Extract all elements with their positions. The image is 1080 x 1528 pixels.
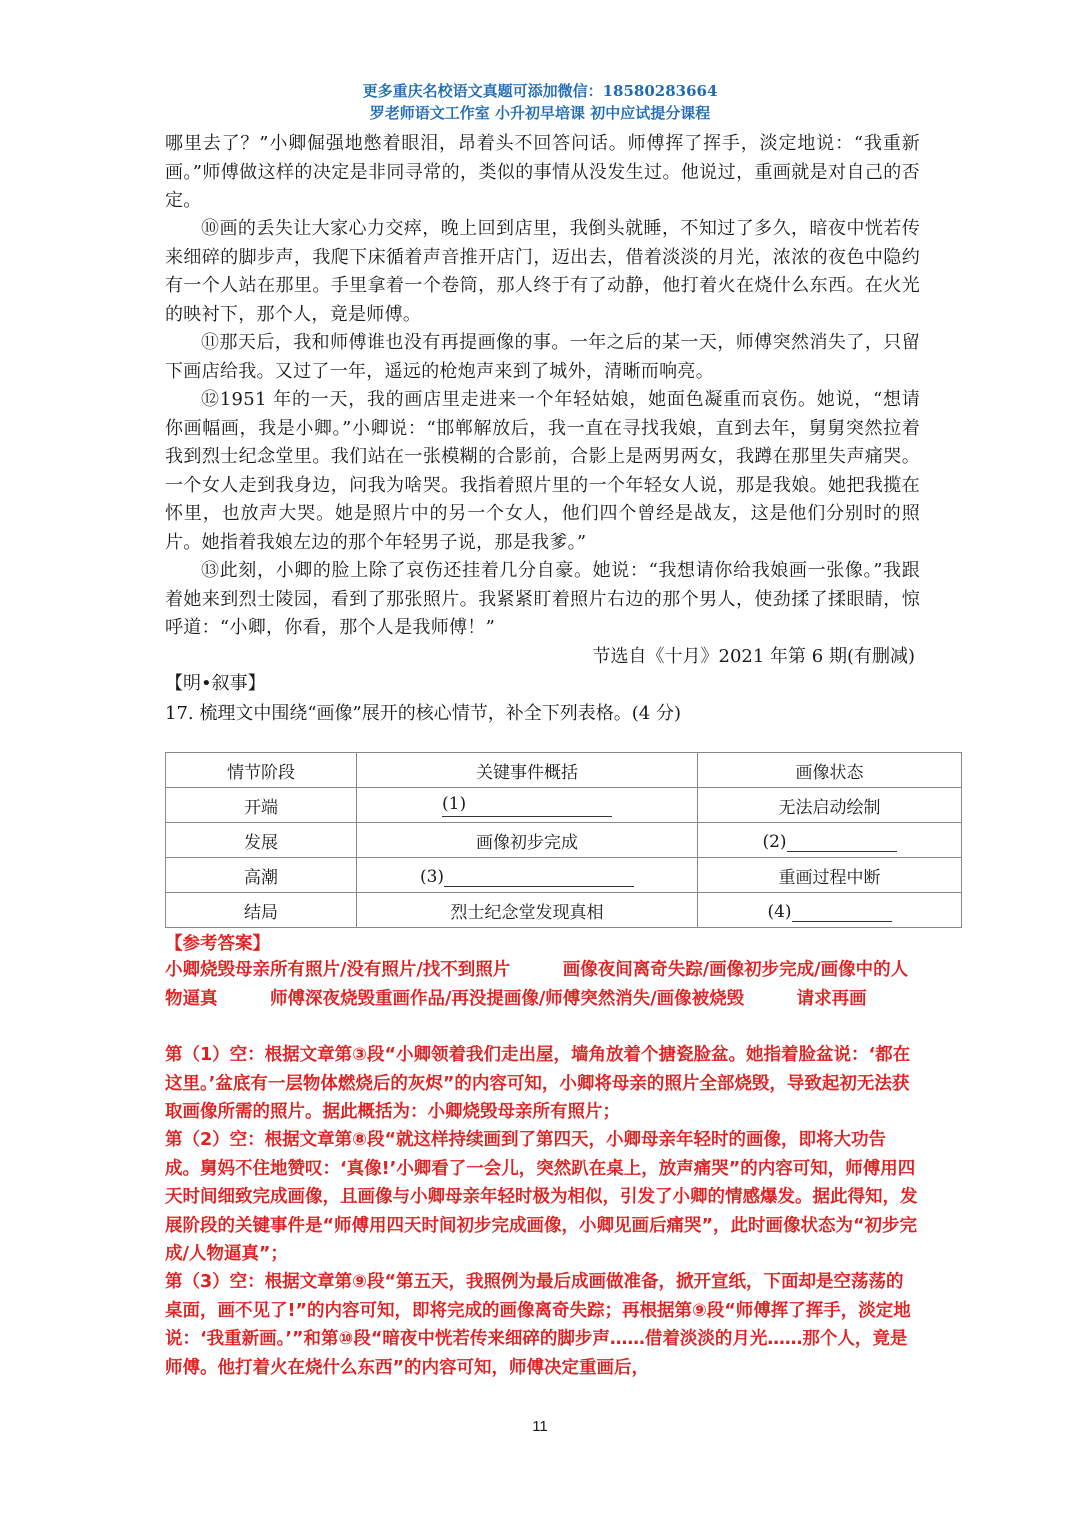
blank-number: (2) — [762, 831, 787, 852]
event-cell: 烈士纪念堂发现真相 — [357, 893, 698, 928]
header-contact: 更多重庆名校语文真题可添加微信：18580283664 — [362, 82, 718, 100]
state-cell — [698, 893, 962, 928]
answer-blank-1[interactable] — [442, 794, 612, 817]
answer-blank-3-explanation: 第（3）空：根据文章第⑨段“第五天，我照例为最后成画做准备，掀开宣纸，下面却是空荡荡的桌面，画不见了!”的内容可知，即将完成的画像离奇失踪；再根据第⑨段“师傅挥了挥手，淡定地说：‘我重新画。’”和第⑩段“暗夜中恍若传来细碎的脚步声……借着淡淡的月光……那个人，竟是师傅。他打着火在烧什么东西”的内容可知，师傅决定重画后， — [165, 1272, 911, 1378]
table-header: 关键事件概括 — [357, 753, 698, 788]
table-row — [166, 858, 962, 893]
event-cell — [357, 788, 698, 823]
table-row — [166, 893, 962, 928]
table-header-row — [166, 753, 962, 788]
passage-paragraph-continued: 哪里去了？”小卿倔强地憋着眼泪，昂着头不回答问话。师傅挥了挥手，淡定地说：“我重新画。”师傅做这样的决定是非同寻常的，类似的事情从没发生过。他说过，重画就是对自己的否定。 — [165, 133, 920, 211]
answer-blank-4[interactable] — [792, 899, 892, 922]
blank-number: (1) — [442, 793, 467, 814]
event-cell — [357, 858, 698, 893]
passage-source: 节选自《十月》2021 年第 6 期(有删减) — [592, 646, 915, 667]
section-label: 【明•叙事】 — [165, 673, 266, 694]
plot-table — [165, 752, 962, 928]
answer-heading: 【参考答案】 — [165, 934, 270, 954]
question-17: 17. 梳理文中围绕“画像”展开的核心情节，补全下列表格。(4 分) — [165, 703, 681, 724]
state-cell — [698, 823, 962, 858]
table-header: 情节阶段 — [166, 753, 357, 788]
table-row — [166, 823, 962, 858]
stage-cell: 发展 — [166, 823, 357, 858]
state-cell: 无法启动绘制 — [698, 788, 962, 823]
stage-cell: 开端 — [166, 788, 357, 823]
answer-blank-1-explanation: 第（1）空：根据文章第③段“小卿领着我们走出屋，墙角放着个搪瓷脸盆。她指着脸盆说：‘都在这里。’盆底有一层物体燃烧后的灰烬”的内容可知，小卿将母亲的照片全部烧毁，导致起初无法获取画像所需的照片。据此概括为：小卿烧毁母亲所有照片； — [165, 1045, 911, 1122]
blank-number: (3) — [419, 866, 445, 887]
passage-paragraph-10: ⑩画的丢失让大家心力交瘁，晚上回到店里，我倒头就睡，不知过了多久，暗夜中恍若传来细碎的脚步声，我爬下床循着声音推开店门，迈出去，借着淡淡的月光，浓浓的夜色中隐约有一个人站在那里。手里拿着一个卷筒，那人终于有了动静，他打着火在烧什么东西。在火光的映衬下，那个人，竟是师傅。 — [165, 218, 920, 325]
event-cell: 画像初步完成 — [357, 823, 698, 858]
header-courses: 罗老师语文工作室 小升初早培课 初中应试提分课程 — [369, 104, 711, 122]
state-cell: 重画过程中断 — [698, 858, 962, 893]
page-number: 11 — [532, 1418, 548, 1435]
table-row — [166, 788, 962, 823]
stage-cell: 结局 — [166, 893, 357, 928]
passage-paragraph-13: ⑬此刻，小卿的脸上除了哀伤还挂着几分自豪。她说：“我想请你给我娘画一张像。”我跟着她来到烈士陵园，看到了那张照片。我紧紧盯着照片右边的那个男人，使劲揉了揉眼睛，惊呼道：“小卿，你看，那个人是我师傅！” — [165, 560, 920, 638]
table-header: 画像状态 — [698, 753, 962, 788]
blank-number: (4) — [767, 901, 792, 922]
answer-summary: 小卿烧毁母亲所有照片/没有照片/找不到照片 画像夜间离奇失踪/画像初步完成/画像中的人物逼真 师傅深夜烧毁重画作品/再没提画像/师傅突然消失/画像被烧毁 请求再画 — [165, 960, 909, 1009]
answer-blank-2-explanation: 第（2）空：根据文章第⑧段“就这样持续画到了第四天，小卿母亲年轻时的画像，即将大功告成。舅妈不住地赞叹：‘真像!’小卿看了一会儿，突然趴在桌上，放声痛哭”的内容可知，师傅用四天时间细致完成画像，且画像与小卿母亲年轻时极为相似，引发了小卿的情感爆发。据此得知，发展阶段的关键事件是“师傅用四天时间初步完成画像，小卿见画后痛哭”，此时画像状态为“初步完成/人物逼真”； — [165, 1130, 918, 1264]
passage-paragraph-12: ⑫1951 年的一天，我的画店里走进来一个年轻姑娘，她面色凝重而哀伤。她说，“想请你画幅画，我是小卿。”小卿说：“邯郸解放后，我一直在寻找我娘，直到去年，舅舅突然拉着我到烈士纪念堂里。我们站在一张模糊的合影前，合影上是两男两女，我蹲在那里失声痛哭。一个女人走到我身边，问我为啥哭。我指着照片里的一个年轻女人说，那是我娘。她把我揽在怀里，也放声大哭。她是照片中的另一个女人，他们四个曾经是战友，这是他们分别时的照片。她指着我娘左边的那个年轻男子说，那是我爹。” — [165, 389, 920, 553]
answer-blank-2[interactable] — [787, 829, 897, 852]
passage-paragraph-11: ⑪那天后，我和师傅谁也没有再提画像的事。一年之后的某一天，师傅突然消失了，只留下画店给我。又过了一年，遥远的枪炮声来到了城外，清晰而响亮。 — [165, 332, 920, 382]
stage-cell: 高潮 — [166, 858, 357, 893]
answer-blank-3[interactable] — [444, 864, 634, 887]
